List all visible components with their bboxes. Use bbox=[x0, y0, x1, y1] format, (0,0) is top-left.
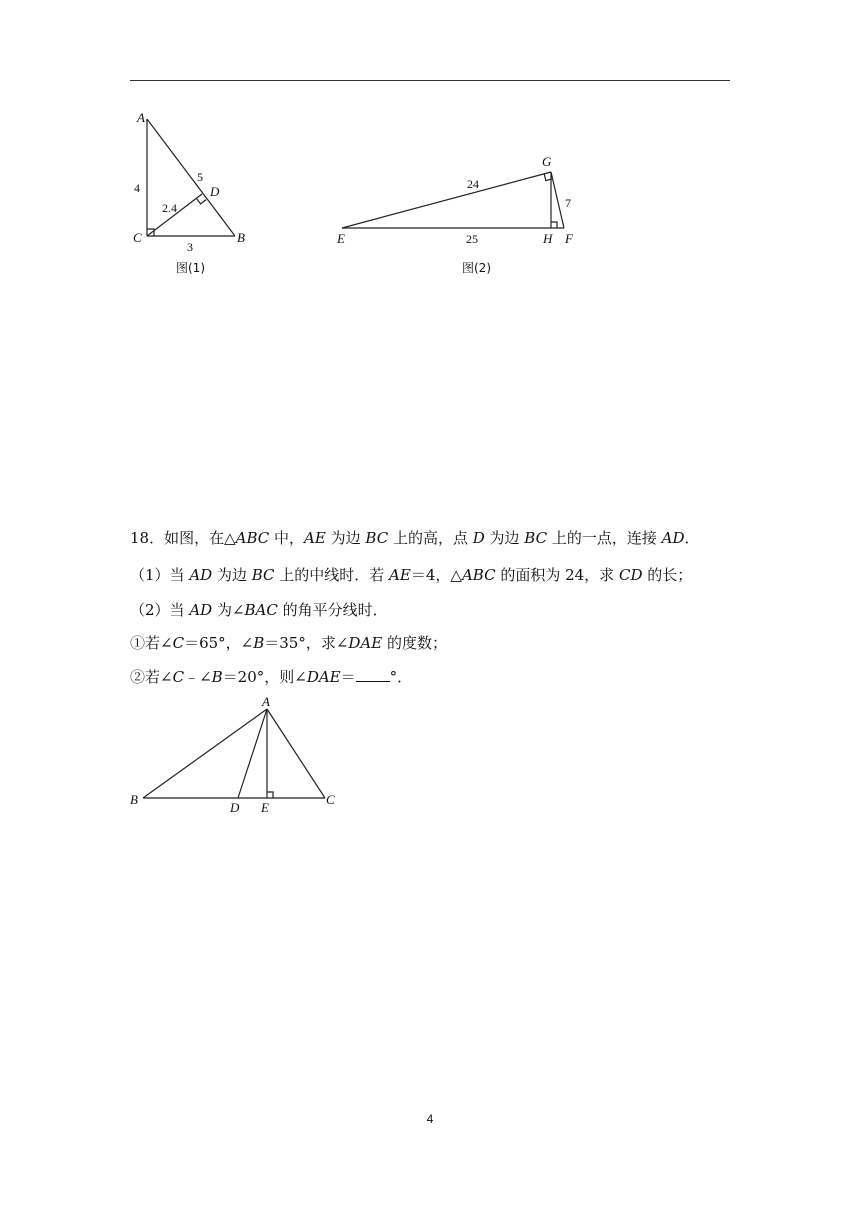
label-C: C bbox=[326, 792, 335, 807]
math-variable: C bbox=[172, 668, 185, 686]
label-A: A bbox=[262, 694, 270, 709]
label-E: E bbox=[261, 800, 269, 815]
text-run: 的面积为 24，求 bbox=[495, 566, 619, 584]
math-variable: AD bbox=[189, 566, 213, 584]
math-variable: DAE bbox=[306, 668, 341, 686]
text-run: 的角平分线时． bbox=[277, 601, 388, 619]
answer-blank[interactable] bbox=[356, 667, 390, 682]
label-D: D bbox=[230, 800, 240, 815]
label-H: H bbox=[543, 231, 553, 246]
text-run: ＝65°，∠ bbox=[184, 634, 254, 652]
math-variable: C bbox=[172, 634, 185, 652]
figure-1-caption: 图(1) bbox=[176, 261, 205, 275]
math-variable: BC bbox=[524, 529, 548, 547]
text-run: ②若∠ bbox=[130, 668, 173, 686]
text-run: ＝4，△ bbox=[410, 566, 462, 584]
math-variable: AE bbox=[304, 529, 326, 547]
label-D: D bbox=[210, 184, 220, 199]
text-run: 上的中线时．若 bbox=[274, 566, 390, 584]
label-C: C bbox=[133, 230, 142, 245]
text-run: ＝ bbox=[340, 668, 356, 686]
text-run: ． bbox=[684, 529, 700, 547]
text-run: ＝35°，求∠ bbox=[264, 634, 349, 652]
text-run: （2）当 bbox=[130, 601, 190, 619]
text-run: 中， bbox=[269, 529, 305, 547]
length-AB: 5 bbox=[197, 170, 203, 184]
math-variable: BC bbox=[251, 566, 275, 584]
figure-2 bbox=[330, 150, 590, 285]
problem-18-part-2-sub-2 bbox=[130, 667, 412, 687]
page-number: 4 bbox=[426, 1112, 434, 1126]
problem-18-part-2 bbox=[130, 600, 388, 620]
length-BC: 3 bbox=[187, 240, 193, 254]
text-run: 上的一点，连接 bbox=[547, 529, 662, 547]
math-variable: ABC bbox=[461, 566, 496, 584]
text-run: 为∠ bbox=[212, 601, 245, 619]
math-variable: B bbox=[211, 668, 223, 686]
figure-2-caption: 图(2) bbox=[462, 261, 491, 275]
math-variable: ABC bbox=[235, 529, 270, 547]
problem-18-part-2-sub-1 bbox=[130, 633, 447, 653]
text-run: 如图，在△ bbox=[164, 529, 236, 547]
text-run: ﹣∠ bbox=[184, 668, 212, 686]
text-run: ①若∠ bbox=[130, 634, 173, 652]
math-variable: BC bbox=[365, 529, 389, 547]
text-run: 为边 bbox=[325, 529, 366, 547]
length-CD: 2.4 bbox=[162, 201, 177, 215]
text-run: 为边 bbox=[484, 529, 525, 547]
math-variable: BAC bbox=[244, 601, 278, 619]
text-run: ＝20°，则∠ bbox=[222, 668, 307, 686]
problem-18-part-1 bbox=[130, 565, 692, 585]
length-AC: 4 bbox=[134, 181, 140, 195]
text-run: 上的高，点 bbox=[388, 529, 473, 547]
text-run: 的度数； bbox=[382, 634, 447, 652]
length-EG: 24 bbox=[467, 177, 479, 191]
label-G: G bbox=[542, 154, 552, 169]
label-B: B bbox=[237, 230, 245, 245]
text-run: （1）当 bbox=[130, 566, 190, 584]
text-run: 为边 bbox=[212, 566, 252, 584]
text-run: 的长； bbox=[642, 566, 693, 584]
label-E: E bbox=[337, 231, 345, 246]
figure-3 bbox=[125, 695, 355, 825]
header-rule bbox=[130, 80, 730, 81]
math-variable: AD bbox=[189, 601, 213, 619]
length-GF: 7 bbox=[565, 196, 571, 210]
math-variable: AD bbox=[661, 529, 685, 547]
label-F: F bbox=[565, 231, 573, 246]
math-variable: D bbox=[472, 529, 485, 547]
label-A: A bbox=[137, 110, 145, 125]
math-variable: DAE bbox=[348, 634, 383, 652]
math-variable: AE bbox=[389, 566, 411, 584]
degree-suffix: °． bbox=[389, 668, 413, 686]
problem-number: 18． bbox=[130, 529, 165, 547]
problem-18-line-1 bbox=[130, 528, 700, 548]
figure-1 bbox=[120, 105, 260, 285]
label-B: B bbox=[130, 792, 138, 807]
math-variable: B bbox=[253, 634, 265, 652]
math-variable: CD bbox=[618, 566, 643, 584]
length-EF: 25 bbox=[466, 232, 478, 246]
